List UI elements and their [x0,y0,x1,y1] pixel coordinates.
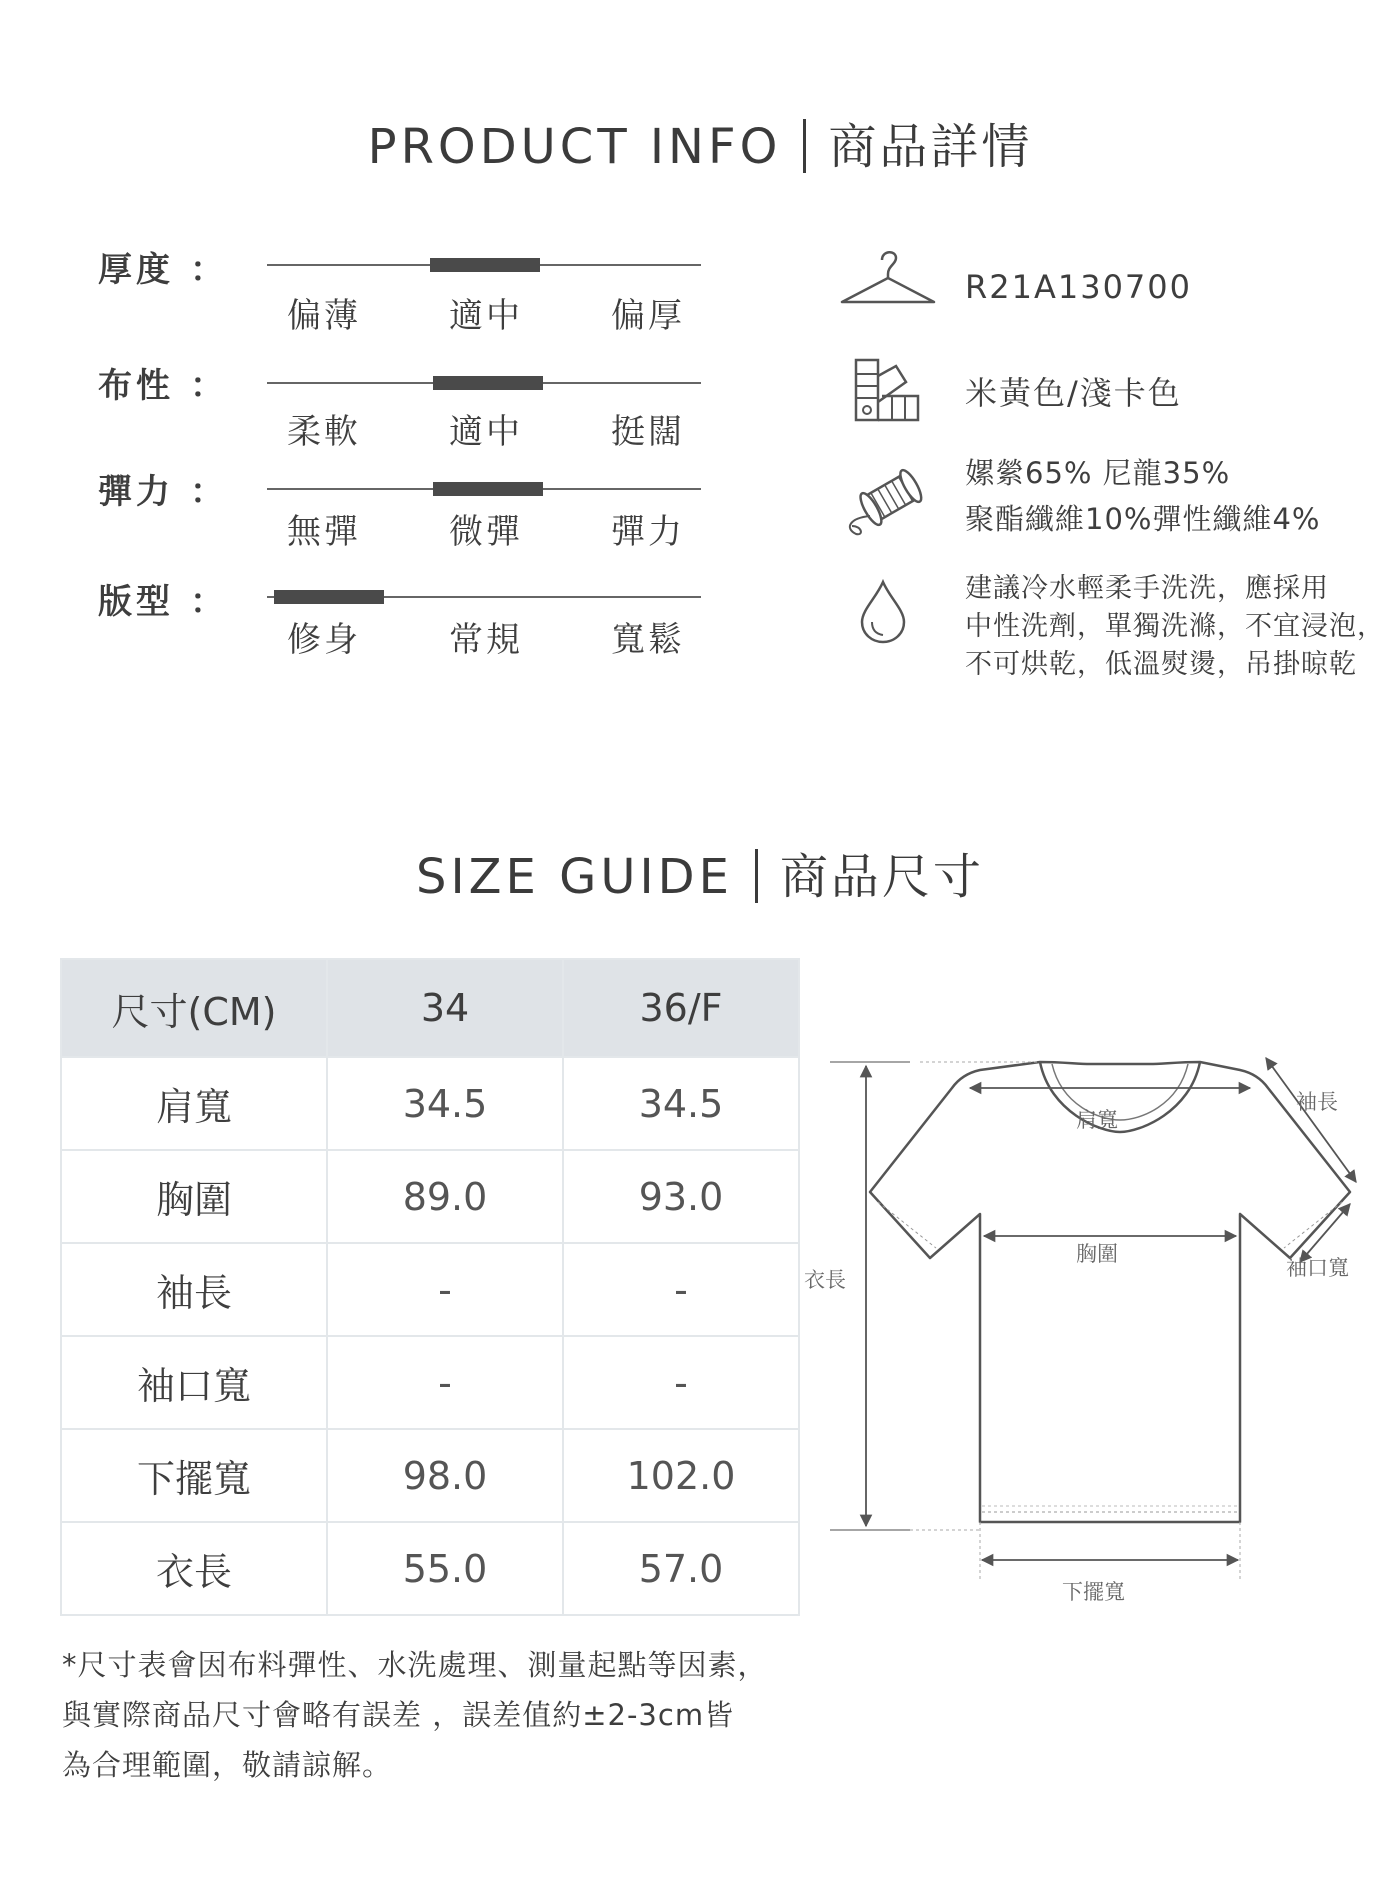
table-header-cell: 36/F [563,959,799,1057]
scale-option: 挺闊 [611,412,685,452]
note-line: 與實際商品尺寸會略有誤差 ，誤差值約±2-3cm皆 [62,1698,735,1732]
sleeve-arrow [1266,1058,1356,1182]
scale-option: 偏薄 [287,296,361,336]
material-text [965,454,1320,538]
hanger-icon [838,244,938,310]
table-cell: 34.5 [327,1057,563,1150]
size-guide-title-en: SIZE GUIDE [416,849,733,905]
diagram-label-shoulder: 肩寬 [1076,1108,1118,1132]
table-row [61,1429,799,1522]
product-info-title-en: PRODUCT INFO [367,119,782,175]
scale-marker-fit [274,590,384,604]
table-cell: 98.0 [327,1429,563,1522]
table-row [61,1150,799,1243]
table-row-header: 胸圍 [61,1150,327,1243]
table-row [61,1336,799,1429]
product-info-title [0,108,1400,177]
scale-option: 柔軟 [287,412,361,452]
water-drop-icon [856,578,910,646]
table-cell: 57.0 [563,1522,799,1615]
table-header-cell: 34 [327,959,563,1057]
table-row-header: 袖口寬 [61,1336,327,1429]
scale-option: 寬鬆 [611,620,685,660]
table-header-cell: 尺寸(CM) [61,959,327,1057]
table-cell: - [563,1243,799,1336]
table-cell: 89.0 [327,1150,563,1243]
attr-colon: ： [190,250,224,290]
scale-option: 無彈 [287,512,361,552]
title-separator [803,119,806,173]
title-separator [755,849,758,903]
care-instructions [965,570,1385,684]
scale-option: 修身 [287,620,361,660]
table-row-header: 肩寬 [61,1057,327,1150]
table-cell: - [563,1336,799,1429]
table-cell: - [327,1336,563,1429]
table-row-header: 下擺寬 [61,1429,327,1522]
attr-label-fit: 版型 [98,582,174,622]
scale-option: 常規 [449,620,523,660]
diagram-label-hem: 下擺寬 [1062,1580,1125,1604]
table-row [61,1522,799,1615]
table-row-header: 衣長 [61,1522,327,1615]
table-cell: 55.0 [327,1522,563,1615]
product-info-title-zh: 商品詳情 [828,119,1033,175]
material-line: 聚酯纖維10%彈性纖維4% [965,502,1321,536]
attr-label-elasticity: 彈力 [98,472,174,512]
table-row [61,1243,799,1336]
diagram-label-chest: 胸圍 [1076,1242,1118,1266]
scale-option: 適中 [449,412,523,452]
care-line: 建議冷水輕柔手洗洗，應採用 [965,573,1329,604]
scale-marker-elasticity [433,482,543,496]
care-line: 不可烘乾，低溫熨燙，吊掛晾乾 [965,649,1357,680]
table-header-row [61,959,799,1057]
scale-option: 偏厚 [611,296,685,336]
table-row-header: 袖長 [61,1243,327,1336]
color-swatch-icon [852,356,922,426]
note-line: 為合理範圍，敬請諒解。 [62,1748,393,1782]
size-guide-title [0,838,1400,907]
tshirt-diagram [800,1050,1390,1610]
scale-marker-thickness [430,258,540,272]
scale-option: 彈力 [611,512,685,552]
attr-colon: ： [190,582,224,622]
size-guide-title-zh: 商品尺寸 [779,849,984,905]
size-note [62,1640,768,1790]
material-line: 嫘縈65% 尼龍35% [965,456,1231,490]
scale-option: 適中 [449,296,523,336]
table-cell: 93.0 [563,1150,799,1243]
diagram-label-length: 衣長 [804,1268,846,1292]
attr-label-fabric: 布性 [98,366,174,406]
scale-marker-fabric [433,376,543,390]
size-table [60,958,800,1616]
attr-colon: ： [190,366,224,406]
attr-colon: ： [190,472,224,512]
care-line: 中性洗劑，單獨洗滌，不宜浸泡， [965,611,1385,642]
diagram-label-cuff: 袖口寬 [1286,1256,1349,1280]
table-cell: 34.5 [563,1057,799,1150]
thread-spool-icon [840,464,930,536]
table-cell: - [327,1243,563,1336]
attr-label-thickness: 厚度 [98,250,174,290]
note-line: *尺寸表會因布料彈性、水洗處理、測量起點等因素， [62,1648,768,1682]
tshirt-collar [1040,1062,1200,1132]
table-cell: 102.0 [563,1429,799,1522]
table-row [61,1057,799,1150]
diagram-label-sleeve: 袖長 [1296,1090,1338,1114]
scale-option: 微彈 [449,512,523,552]
product-colors: 米黃色/淺卡色 [965,374,1182,412]
product-code: R21A130700 [965,268,1192,306]
